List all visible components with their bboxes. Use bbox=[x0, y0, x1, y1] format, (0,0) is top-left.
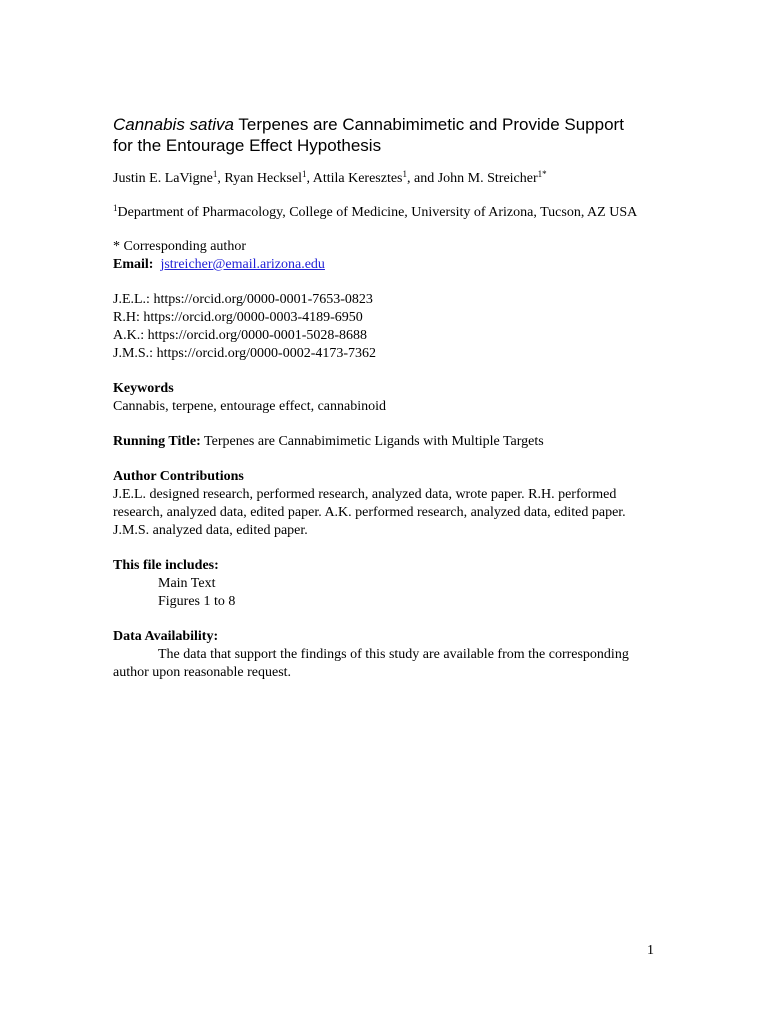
orcid-block bbox=[113, 291, 658, 363]
email-label: Email: bbox=[113, 257, 154, 272]
running-title-block bbox=[113, 433, 658, 451]
orcid-line: R.H: https://orcid.org/0000-0003-4189-6950 bbox=[113, 310, 363, 325]
author-list bbox=[113, 170, 658, 188]
file-includes-item: Main Text bbox=[158, 576, 216, 591]
file-includes-block bbox=[113, 557, 658, 611]
page-number: 1 bbox=[647, 943, 654, 958]
keywords-block bbox=[113, 380, 658, 416]
author-name: Ryan Hecksel bbox=[224, 171, 302, 186]
author-affil-sup: 1 bbox=[212, 169, 218, 179]
file-includes-heading: This file includes: bbox=[113, 558, 219, 573]
author-contributions-block bbox=[113, 468, 658, 540]
author-contributions-heading: Author Contributions bbox=[113, 469, 244, 484]
data-availability-block bbox=[113, 628, 658, 682]
title-line2: for the Entourage Effect Hypothesis bbox=[113, 136, 382, 155]
keywords-text: Cannabis, terpene, entourage effect, cannabinoid bbox=[113, 399, 387, 414]
orcid-line: A.K.: https://orcid.org/0000-0001-5028-8688 bbox=[113, 328, 368, 343]
affiliation-sup: 1 bbox=[113, 203, 118, 213]
author-name: Attila Keresztes bbox=[312, 171, 403, 186]
keywords-heading: Keywords bbox=[113, 381, 174, 396]
file-includes-item: Figures 1 to 8 bbox=[158, 594, 236, 609]
orcid-line: J.M.S.: https://orcid.org/0000-0002-4173-7362 bbox=[113, 346, 377, 361]
data-availability-heading: Data Availability: bbox=[113, 629, 219, 644]
running-title-label: Running Title: bbox=[113, 434, 201, 449]
author-name: John M. Streicher bbox=[437, 171, 538, 186]
corresponding-author-note: * Corresponding author bbox=[113, 239, 246, 254]
author-name: Justin E. LaVigne bbox=[113, 171, 213, 186]
running-title-line bbox=[113, 433, 658, 451]
paper-title bbox=[113, 114, 658, 156]
data-availability-text: The data that support the findings of this study are available from the corresponding author upon reasonable request. bbox=[113, 647, 629, 680]
author-affil-sup: 1 bbox=[402, 169, 407, 179]
affiliation-text: Department of Pharmacology, College of Medicine, University of Arizona, Tucson, AZ USA bbox=[117, 205, 638, 220]
title-italic-part: Cannabis sativa bbox=[113, 115, 234, 134]
author-separator: , bbox=[217, 171, 225, 186]
author-affil-sup: 1* bbox=[537, 169, 547, 179]
author-separator: , bbox=[306, 171, 313, 186]
running-title-text: Terpenes are Cannabimimetic Ligands with Multiple Targets bbox=[200, 434, 544, 449]
title-rest-line1: Terpenes are Cannabimimetic and Provide Support bbox=[233, 115, 624, 134]
corresponding-author-block bbox=[113, 238, 658, 274]
email-link[interactable]: jstreicher@email.arizona.edu bbox=[160, 257, 325, 272]
author-contributions-text: J.E.L. designed research, performed research, analyzed data, wrote paper. R.H. performed research, analyzed data, edited paper. A.K. performed research, analyzed data, edited paper. J.M.S. analyzed data, edited paper. bbox=[113, 487, 626, 538]
email-line bbox=[113, 256, 658, 274]
author-separator: , and bbox=[407, 171, 438, 186]
paper-page bbox=[113, 114, 658, 699]
affiliation bbox=[113, 204, 658, 222]
orcid-line: J.E.L.: https://orcid.org/0000-0001-7653-0823 bbox=[113, 292, 373, 307]
author-affil-sup: 1 bbox=[301, 169, 307, 179]
